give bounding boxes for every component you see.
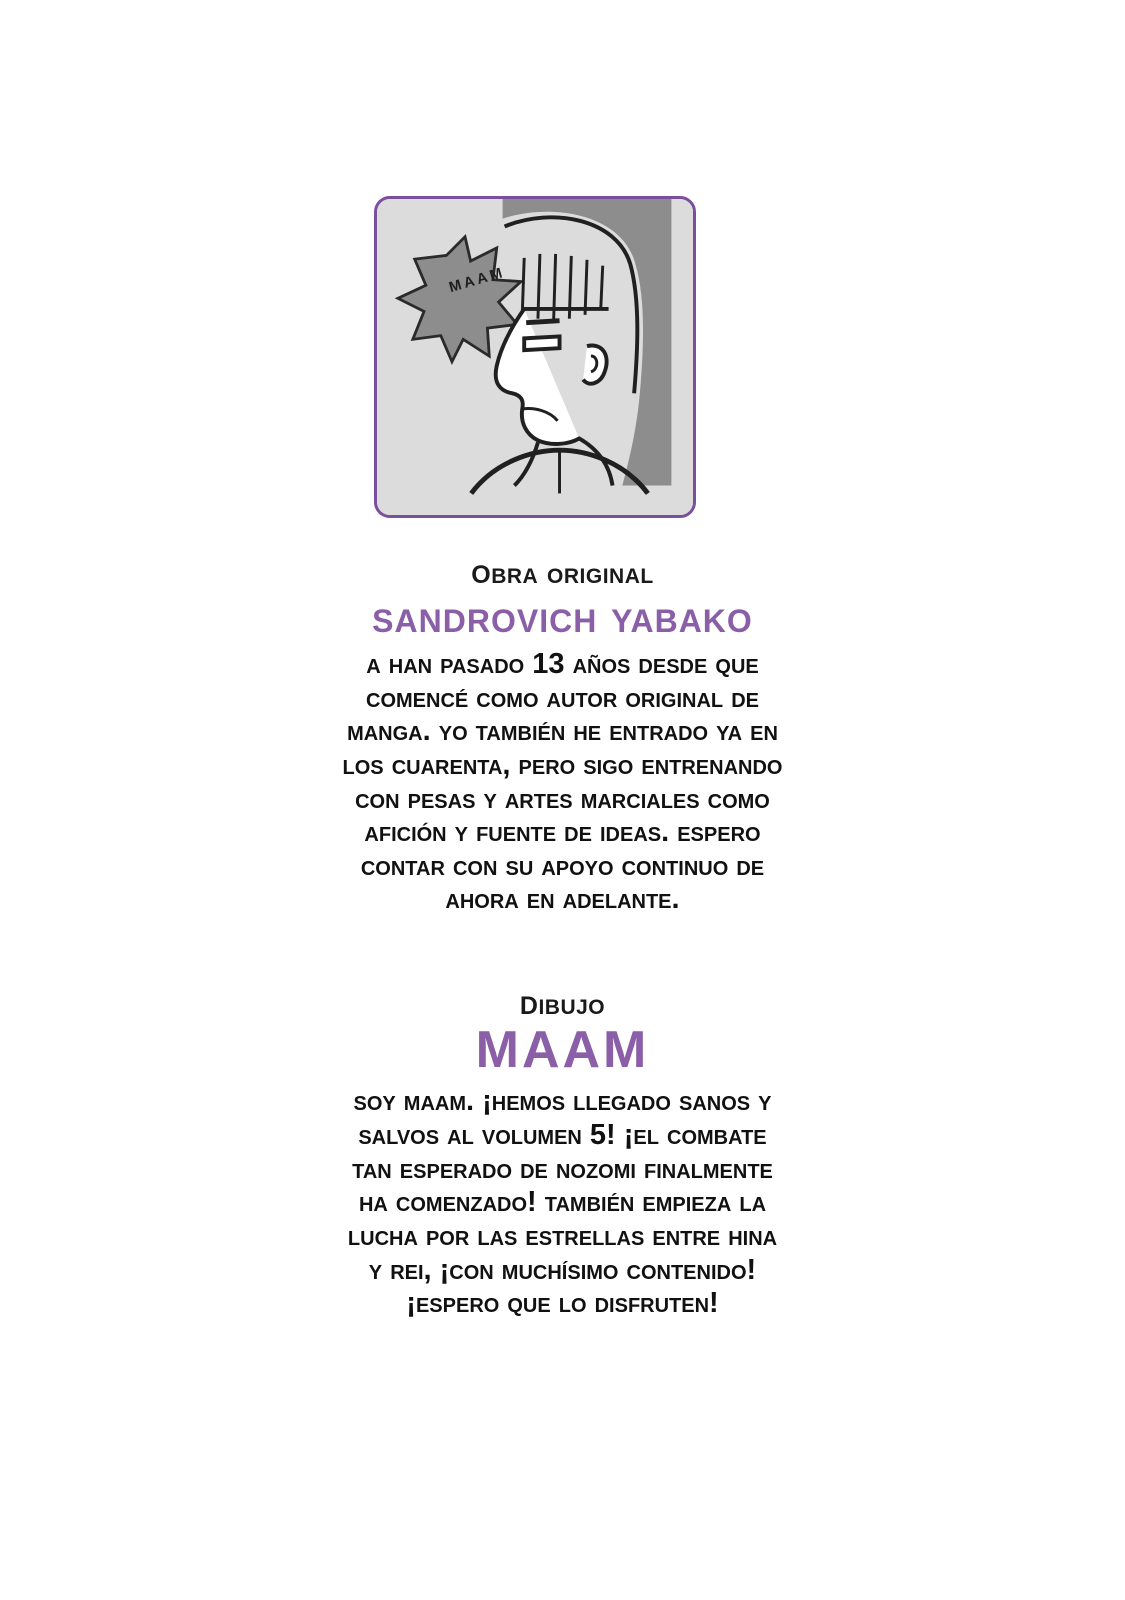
author-name-sandrovich: sandrovich yabako (372, 589, 753, 642)
author-portrait-panel (374, 196, 696, 518)
role-label-original-author: obra original (471, 550, 654, 591)
role-label-artist: dibujo (519, 981, 606, 1023)
author-message-sandrovich: a han pasado 13 años desde que comencé como autor original de manga. yo también he entrado ya en los cuarenta, pero sigo entrenando con pesas y artes marciales como afición y fuente de ideas. espero contar con su apoyo continuo de ahora en adelante. (342, 648, 783, 916)
artist-name-maam: MAAM (475, 1020, 650, 1079)
credit-block-artist (0, 983, 1125, 1321)
portrait-frame (374, 196, 696, 518)
author-self-portrait-illustration (377, 199, 693, 515)
credits-section (0, 552, 1125, 1321)
artist-message-maam: soy maam. ¡hemos llegado sanos y salvos al volumen 5! ¡el combate tan esperado de nozomi finalmente ha comenzado! también empieza la lucha por las estrellas entre hina y rei, ¡con muchísimo contenido! ¡espero que lo disfruten! (347, 1085, 778, 1320)
credit-block-original-author (0, 552, 1125, 917)
star-label-text: MAAM (447, 264, 508, 297)
